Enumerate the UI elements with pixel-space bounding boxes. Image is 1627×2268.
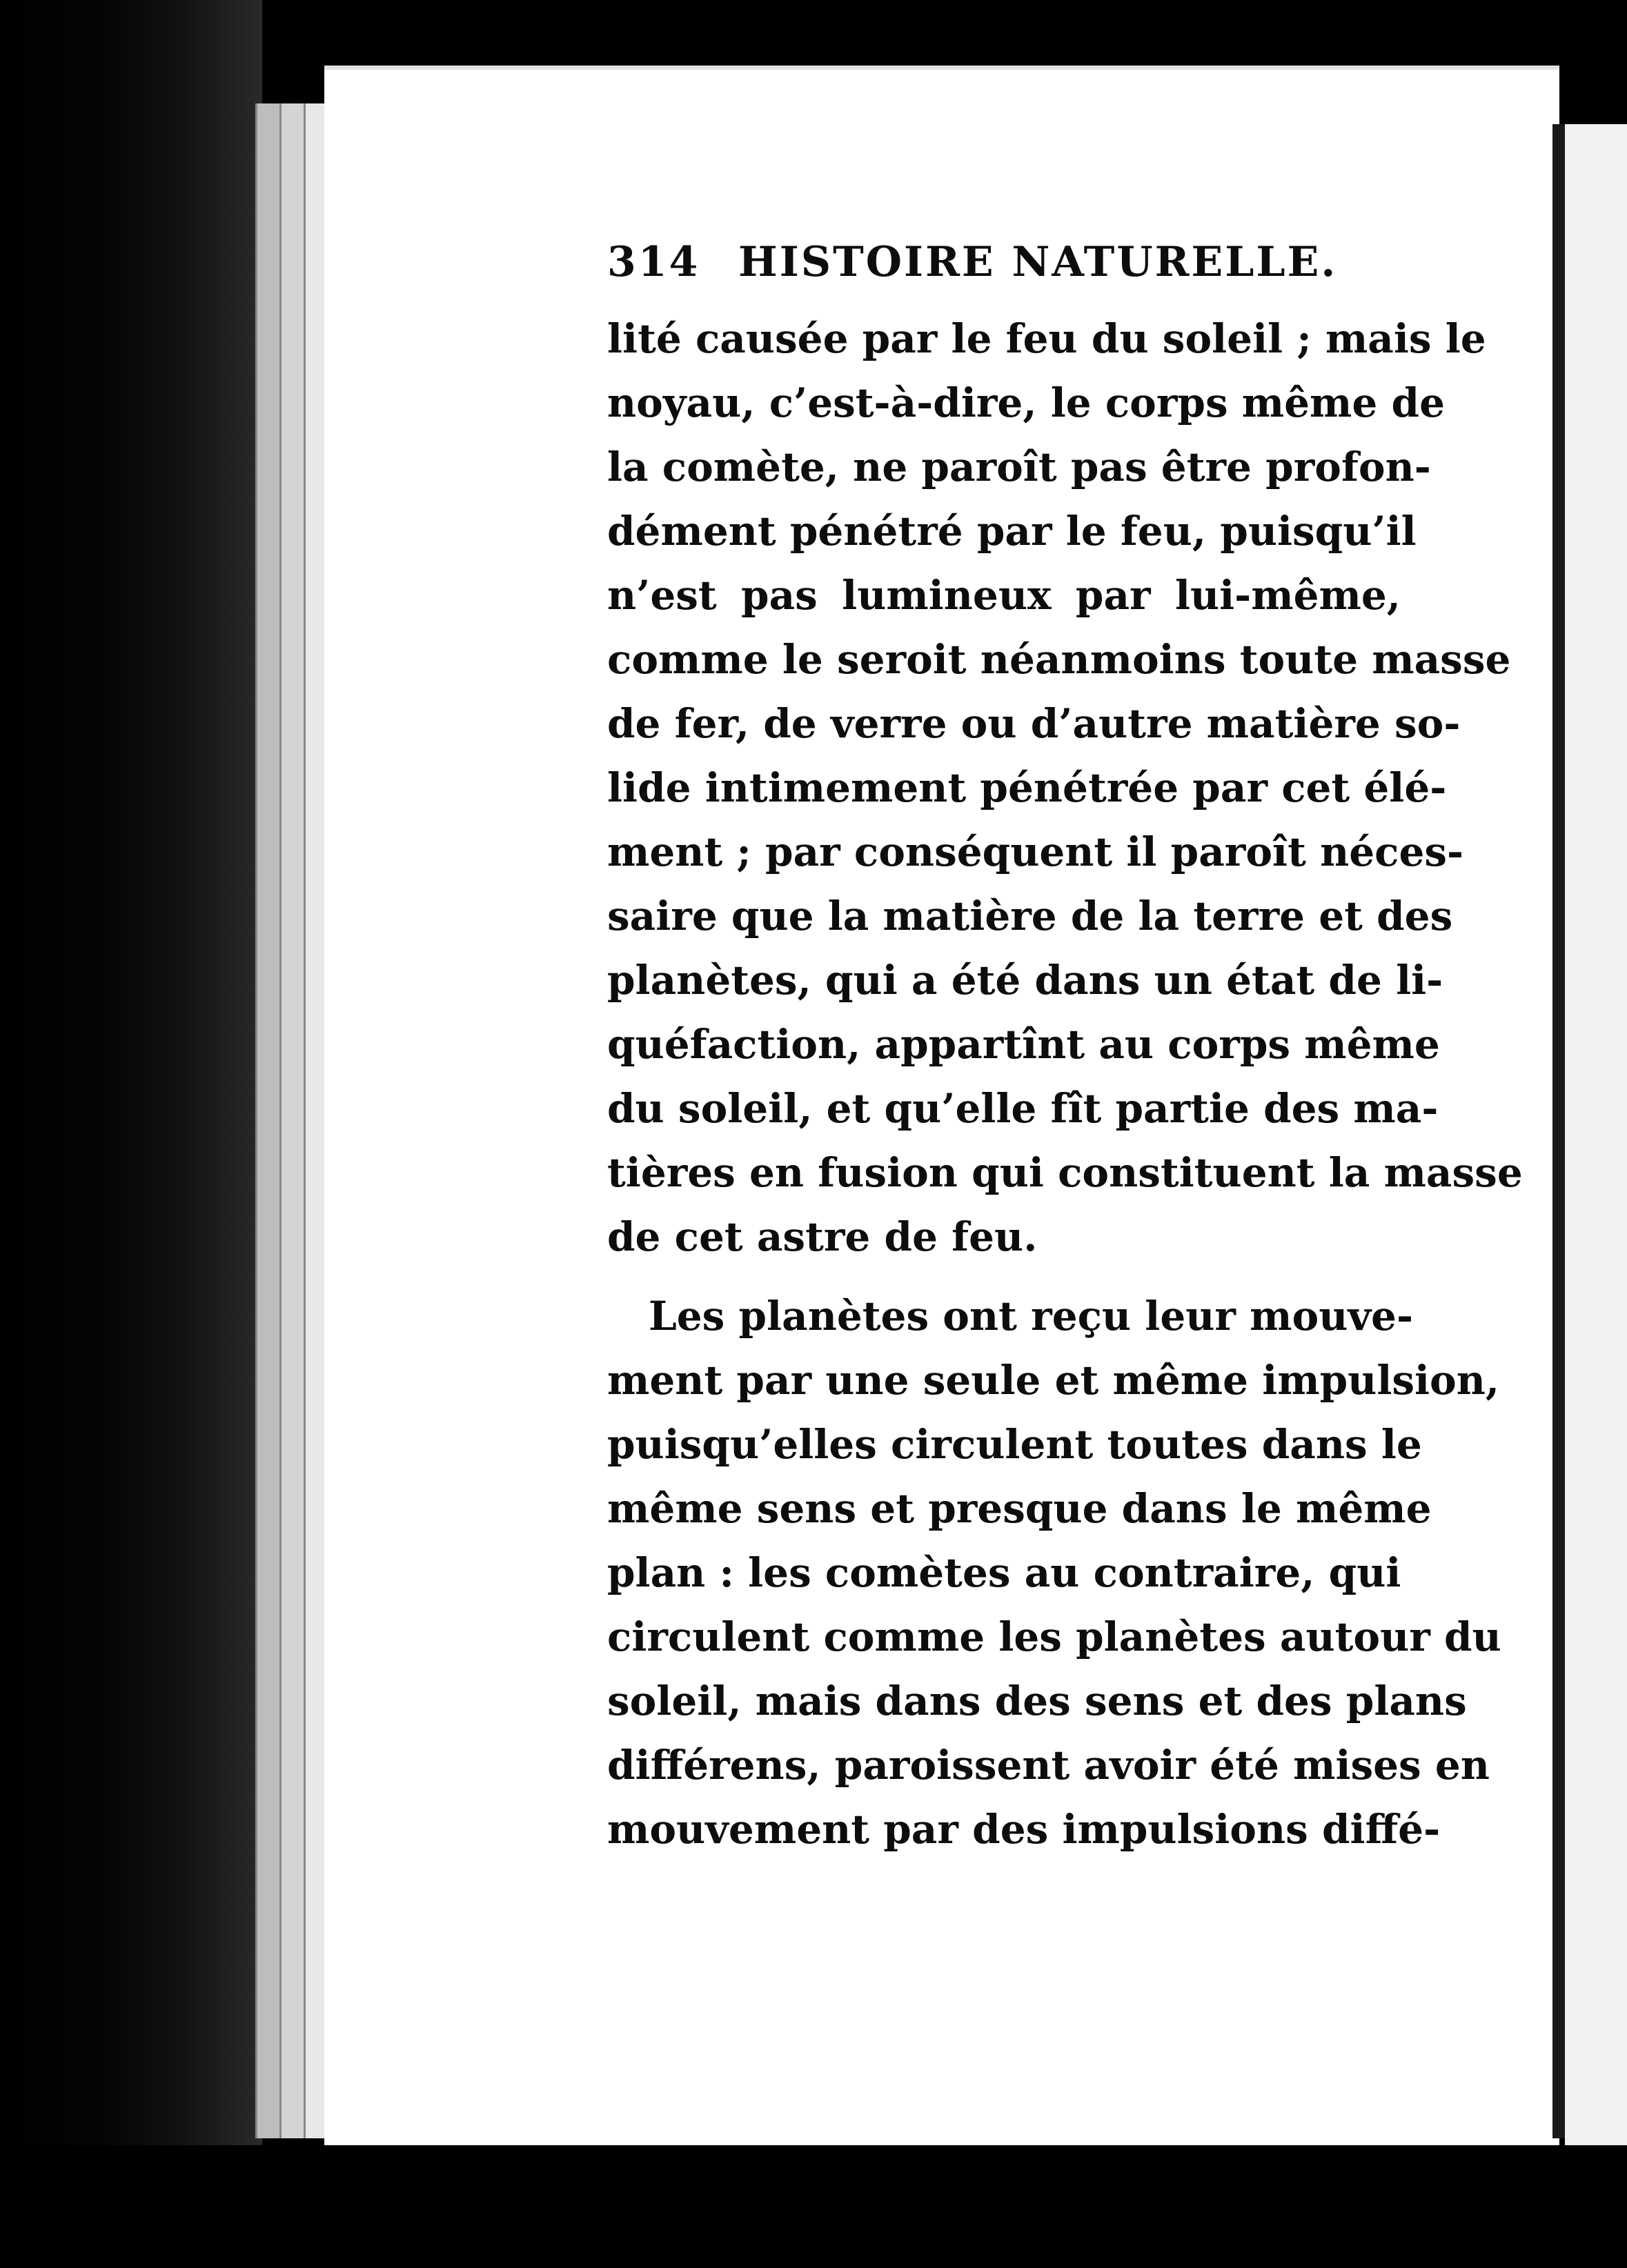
- text-line: quéfaction, appartînt au corps même: [607, 1021, 1440, 1068]
- page-gutter: [1552, 124, 1565, 2138]
- text-line: tières en fusion qui constituent la masse: [607, 1149, 1523, 1196]
- text-line: du soleil, et qu’elle fît partie des ma-: [607, 1085, 1439, 1132]
- text-line: plan : les comètes au contraire, qui: [607, 1549, 1401, 1596]
- text-line: puisqu’elles circulent toutes dans le: [607, 1421, 1422, 1468]
- text-line: comme le seroit néanmoins toute masse: [607, 636, 1511, 683]
- text-line: de fer, de verre ou d’autre matière so-: [607, 700, 1461, 747]
- paragraph-gap: [607, 1269, 1401, 1284]
- book-binding: [0, 0, 262, 2268]
- text-line: la comète, ne paroît pas être profon-: [607, 444, 1431, 490]
- running-head: [607, 238, 1401, 307]
- text-line: ment par une seule et même impulsion,: [607, 1357, 1500, 1404]
- next-page-edge: [1565, 124, 1627, 2194]
- page-number: 314: [607, 238, 700, 286]
- text-line: Les planètes ont reçu leur mouve-: [649, 1293, 1414, 1340]
- text-line: dément pénétré par le feu, puisqu’il: [607, 508, 1417, 555]
- text-line: planètes, qui a été dans un état de li-: [607, 957, 1443, 1004]
- text-line: lité causée par le feu du soleil ; mais le: [607, 315, 1486, 362]
- page-text: [607, 238, 1523, 1862]
- text-line: soleil, mais dans des sens et des plans: [607, 1678, 1467, 1724]
- text-line: différens, paroissent avoir été mises en: [607, 1742, 1490, 1789]
- text-line: noyau, c’est-à-dire, le corps même de: [607, 379, 1445, 426]
- text-line: ment ; par conséquent il paroît néces-: [607, 828, 1464, 875]
- text-line: même sens et presque dans le même: [607, 1485, 1432, 1532]
- text-line: saire que la matière de la terre et des: [607, 893, 1453, 939]
- text-line: mouvement par des impulsions diffé-: [607, 1806, 1441, 1853]
- paragraph-2: [607, 1284, 1501, 1862]
- paragraph-1: [607, 307, 1523, 1269]
- text-line: n’est pas lumineux par lui-même,: [607, 572, 1401, 619]
- scan-border: [0, 2145, 1627, 2268]
- text-line: circulent comme les planètes autour du: [607, 1613, 1501, 1660]
- text-line: de cet astre de feu.: [607, 1213, 1038, 1260]
- text-line: lide intimement pénétrée par cet élé-: [607, 764, 1447, 811]
- running-title: HISTOIRE NATURELLE.: [738, 238, 1338, 286]
